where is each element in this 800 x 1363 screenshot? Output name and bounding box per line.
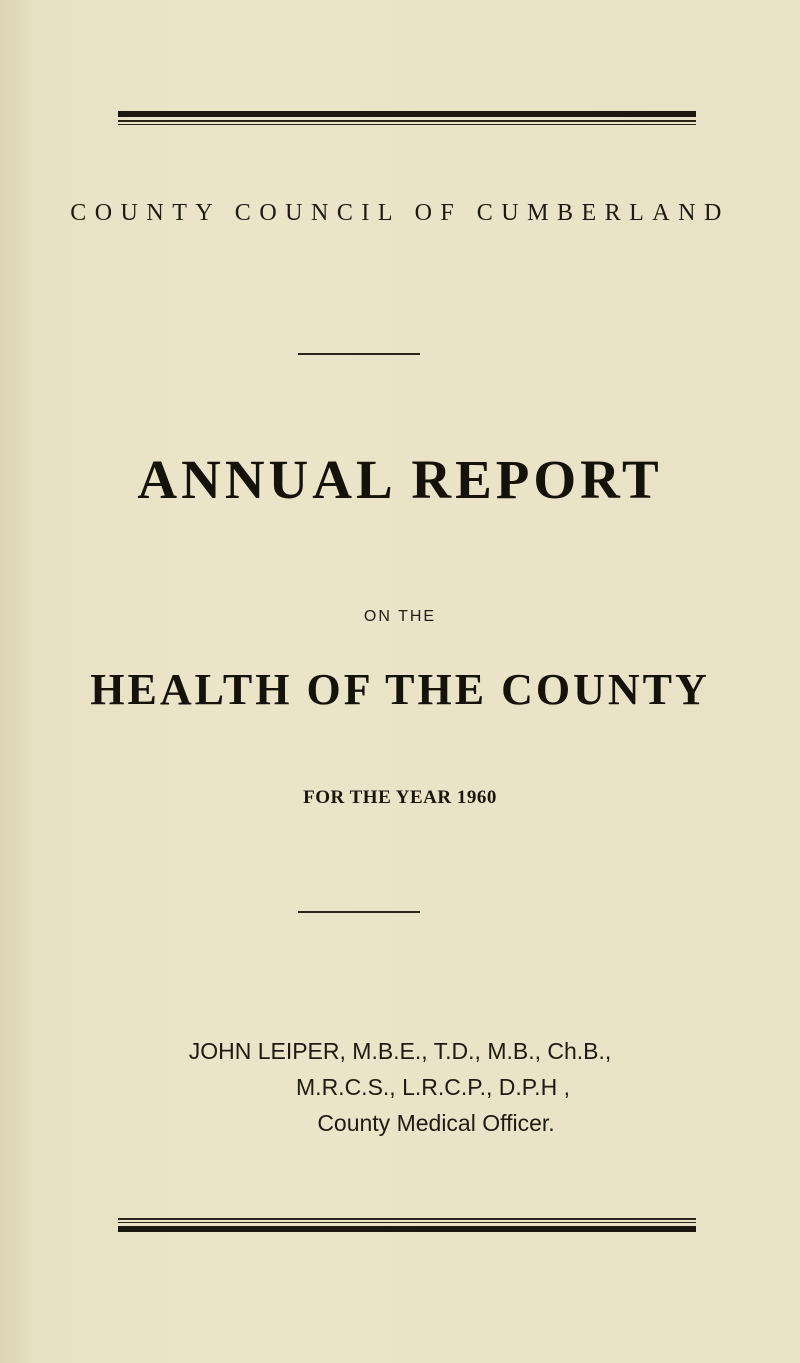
- top-thick-rule: [118, 111, 696, 117]
- top-thin-rule: [118, 124, 696, 126]
- bottom-thin-rule: [118, 1222, 696, 1224]
- council-heading: COUNTY COUNCIL OF CUMBERLAND: [70, 200, 730, 226]
- author-role: County Medical Officer.: [317, 1110, 555, 1136]
- report-period: FOR THE YEAR 1960: [303, 787, 497, 808]
- bottom-double-rule: [118, 1218, 696, 1232]
- report-title: ANNUAL REPORT: [137, 449, 663, 510]
- divider-rule: [298, 353, 420, 355]
- author-name: JOHN LEIPER, M.B.E., T.D., M.B., Ch.B.,: [188, 1038, 612, 1064]
- title-connector: ON THE: [363, 608, 437, 625]
- report-subject: HEALTH OF THE COUNTY: [90, 665, 710, 714]
- bottom-thick-rule: [118, 1226, 696, 1232]
- bottom-thin-rule: [118, 1218, 696, 1220]
- top-thin-rule: [118, 120, 696, 122]
- divider-rule: [298, 911, 420, 913]
- author-qualifications: M.R.C.S., L.R.C.P., D.P.H ,: [296, 1074, 570, 1100]
- top-double-rule: [118, 111, 696, 127]
